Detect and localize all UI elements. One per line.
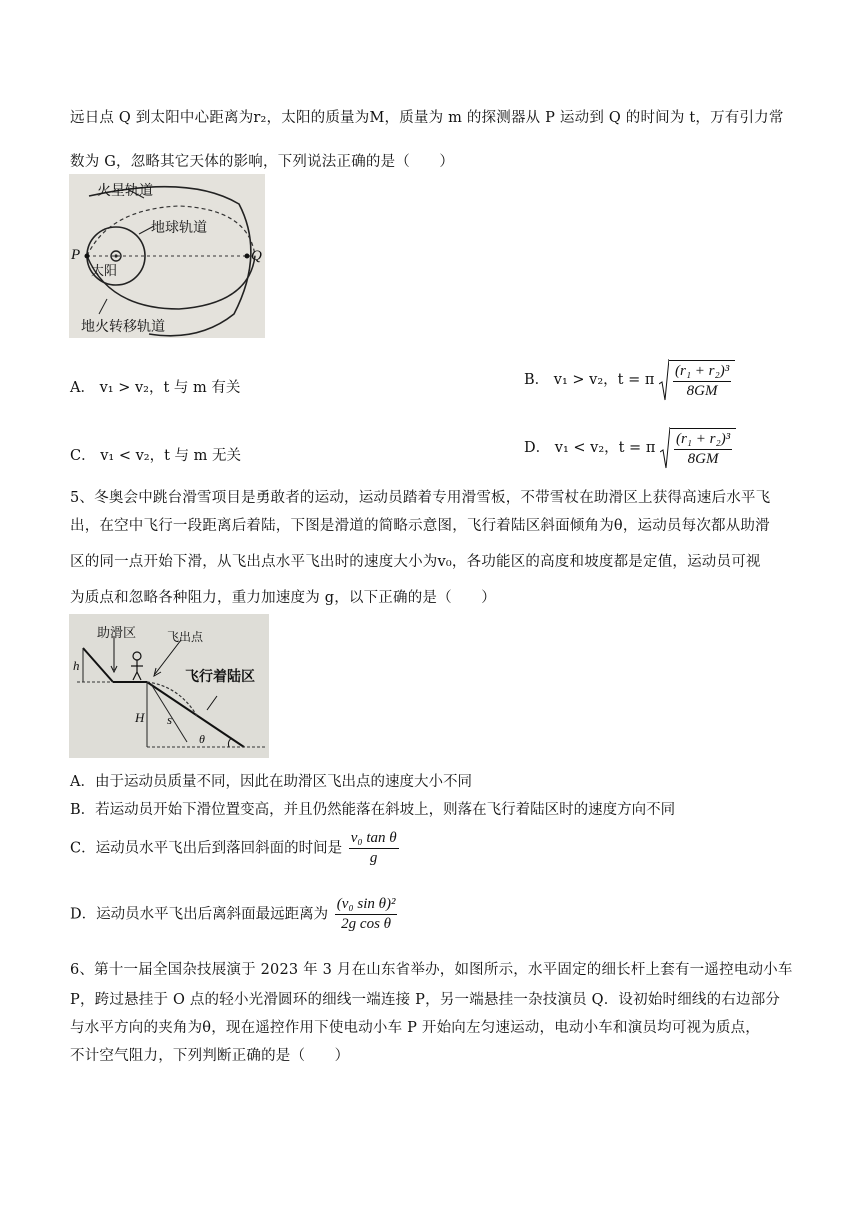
q4-stem-line-1: 远日点 Q 到太阳中心距离为r₂，太阳的质量为M，质量为 m 的探测器从 P 运动到 Q 的时间为 t，万有引力常 xyxy=(70,110,784,126)
point-q-marker xyxy=(245,254,250,259)
point-p-label: P xyxy=(71,247,81,263)
q5-stem-line-1: 5、冬奥会中跳台滑雪项目是勇敢者的运动，运动员踏着专用滑雪板，不带雪杖在助滑区上获得高速后水平飞 xyxy=(70,490,771,506)
q6-stem-line-3: 与水平方向的夹角为θ，现在遥控作用下使电动小车 P 开始向左匀速运动，电动小车和演员均可视为质点， xyxy=(70,1020,761,1036)
takeoff-point-label: 飞出点 xyxy=(167,630,204,644)
point-p-marker xyxy=(85,254,90,259)
transfer-orbit-label: 地火转移轨道 xyxy=(81,319,165,335)
option-b-text: v₁ > v₂，t = π xyxy=(553,372,655,388)
option-d-denominator: 8GM xyxy=(687,451,719,467)
option-b-denominator: 8GM xyxy=(686,383,718,399)
q5-option-d[interactable] xyxy=(70,896,399,933)
option-d-sqrt xyxy=(660,426,736,470)
option-b-sqrt xyxy=(659,358,735,402)
option-c-label: C． xyxy=(70,448,96,464)
q5-option-b[interactable]: B．若运动员开始下滑位置变高，并且仍然能落在斜坡上，则落在飞行着陆区时的速度方向不同 xyxy=(70,802,676,818)
q4-stem-line-2: 数为 G，忽略其它天体的影响，下列说法正确的是（ ） xyxy=(70,154,455,170)
option-d-label: D． xyxy=(524,440,551,456)
q6-stem-line-4: 不计空气阻力，下列判断正确的是（ ） xyxy=(70,1048,350,1064)
orbit-figure xyxy=(69,174,265,338)
earth-orbit-label: 地球轨道 xyxy=(151,220,207,236)
option-c-text: C．运动员水平飞出后到落回斜面的时间是 xyxy=(70,840,343,857)
option-d-text: D．运动员水平飞出后离斜面最远距离为 xyxy=(70,906,329,923)
q4-option-d[interactable] xyxy=(524,426,736,470)
sun-label: 太阳 xyxy=(91,264,118,279)
landing-zone-label: 飞行着陆区 xyxy=(185,669,255,685)
option-a-text: v₁ > v₂，t 与 m 有关 xyxy=(99,380,241,396)
height-H-label: H xyxy=(135,710,145,725)
angle-theta-label: θ xyxy=(199,732,205,746)
option-d-text: v₁ < v₂，t = π xyxy=(554,440,656,456)
option-b-numerator: (r₁ + r₂)³ xyxy=(673,363,731,382)
q6-stem-line-2: P，跨过悬挂于 O 点的轻小光滑圆环的细线一端连接 P，另一端悬挂一杂技演员 Q．设初始时细线的右边部分 xyxy=(70,992,781,1008)
q5-stem-line-3: 区的同一点开始下滑，从飞出点水平飞出时的速度大小为v₀，各功能区的高度和坡度都是定值，运动员可视 xyxy=(70,554,761,570)
q4-option-a[interactable] xyxy=(70,376,240,397)
height-h-label: h xyxy=(73,658,80,673)
distance-s-label: s xyxy=(167,712,173,727)
mars-orbit-label: 火星轨道 xyxy=(97,183,153,199)
q4-option-c[interactable] xyxy=(70,444,241,465)
q4-option-b[interactable] xyxy=(524,358,735,402)
point-q-label: Q xyxy=(251,248,262,264)
q5-stem-line-2: 出，在空中飞行一段距离后着陆，下图是滑道的简略示意图，飞行着陆区斜面倾角为θ，运动员每次都从助滑 xyxy=(70,518,770,534)
q6-stem-line-1: 6、第十一届全国杂技展演于 2023 年 3 月在山东省举办，如图所示，水平固定的细长杆上套有一遥控电动小车 xyxy=(70,962,793,978)
option-c-text: v₁ < v₂，t 与 m 无关 xyxy=(100,448,241,464)
option-a-label: A． xyxy=(70,380,95,396)
option-d-numerator: (v₀ sin θ)² xyxy=(335,896,398,915)
ski-jump-figure xyxy=(69,614,269,758)
option-d-numerator: (r₁ + r₂)³ xyxy=(674,431,732,450)
option-d-denominator: 2g cos θ xyxy=(341,916,392,932)
q5-option-a[interactable]: A．由于运动员质量不同，因此在助滑区飞出点的速度大小不同 xyxy=(70,774,472,790)
q5-stem-line-4: 为质点和忽略各种阻力，重力加速度为 g，以下正确的是（ ） xyxy=(70,590,496,606)
option-c-numerator: v₀ tan θ xyxy=(349,830,399,849)
runway-label: 助滑区 xyxy=(97,626,137,641)
q5-option-c[interactable] xyxy=(70,830,401,867)
option-b-label: B． xyxy=(524,372,550,388)
option-c-denominator: g xyxy=(369,850,378,866)
